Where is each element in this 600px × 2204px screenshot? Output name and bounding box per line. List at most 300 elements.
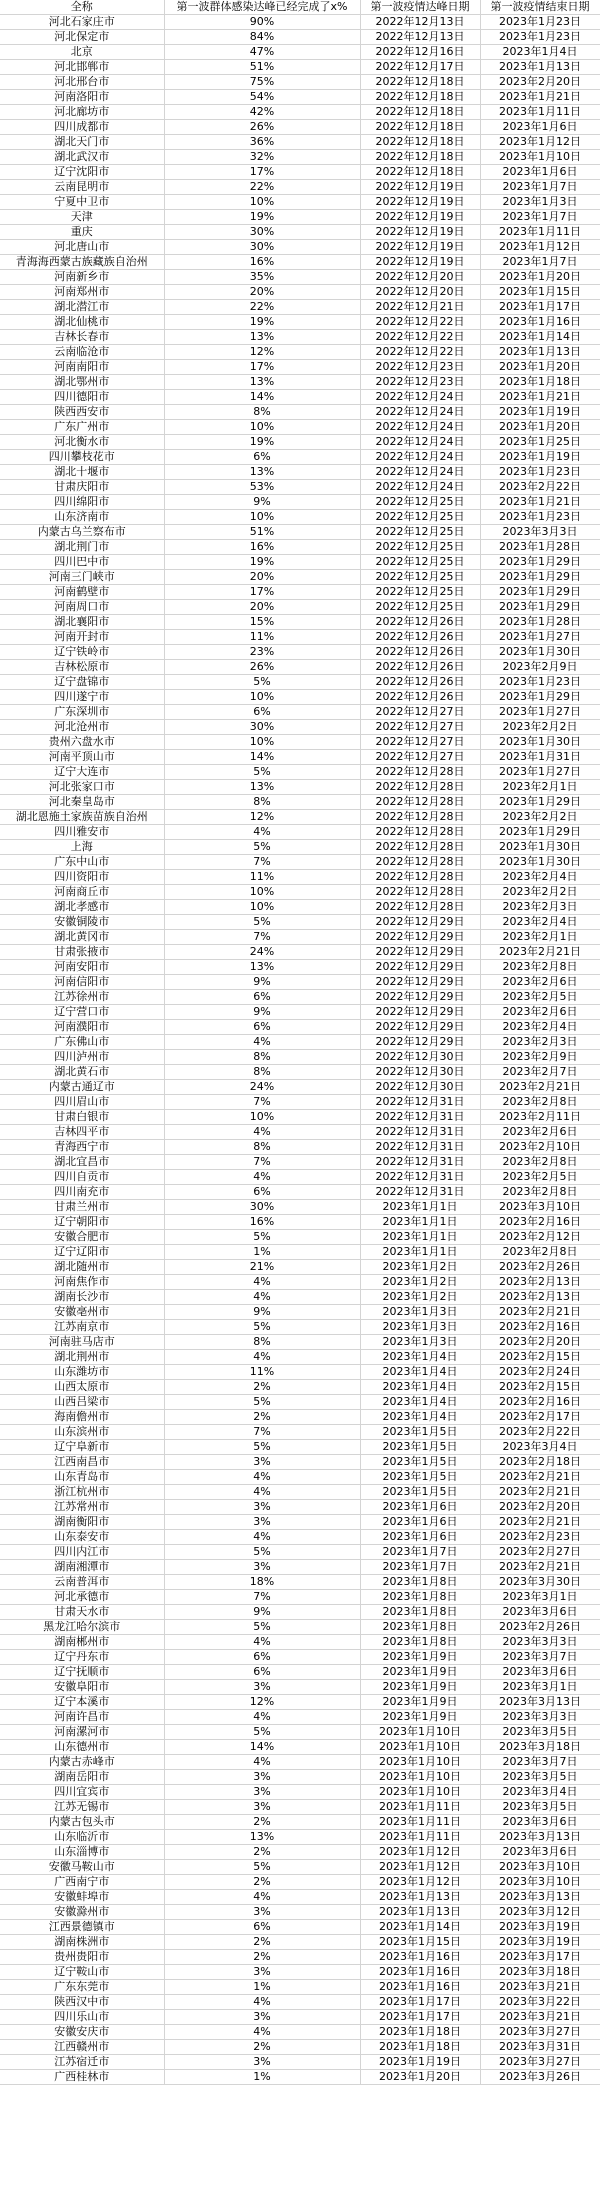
cell-peak-date[interactable]: 2023年1月9日 <box>360 1665 480 1680</box>
cell-peak-date[interactable]: 2022年12月18日 <box>360 150 480 165</box>
cell-peak-date[interactable]: 2022年12月29日 <box>360 960 480 975</box>
cell-end-date[interactable]: 2023年1月12日 <box>480 240 600 255</box>
cell-end-date[interactable]: 2023年1月30日 <box>480 735 600 750</box>
cell-name[interactable]: 山东青岛市 <box>0 1470 164 1485</box>
cell-infection-percent[interactable]: 6% <box>164 450 360 465</box>
cell-end-date[interactable]: 2023年3月27日 <box>480 2025 600 2040</box>
cell-peak-date[interactable]: 2023年1月9日 <box>360 1710 480 1725</box>
cell-end-date[interactable]: 2023年1月23日 <box>480 465 600 480</box>
cell-infection-percent[interactable]: 17% <box>164 585 360 600</box>
cell-peak-date[interactable]: 2022年12月26日 <box>360 690 480 705</box>
cell-peak-date[interactable]: 2023年1月1日 <box>360 1230 480 1245</box>
cell-end-date[interactable]: 2023年2月16日 <box>480 1320 600 1335</box>
cell-end-date[interactable]: 2023年2月13日 <box>480 1290 600 1305</box>
cell-end-date[interactable]: 2023年2月21日 <box>480 1485 600 1500</box>
cell-name[interactable]: 湖北十堰市 <box>0 465 164 480</box>
cell-end-date[interactable]: 2023年1月18日 <box>480 375 600 390</box>
cell-peak-date[interactable]: 2022年12月29日 <box>360 1005 480 1020</box>
cell-peak-date[interactable]: 2022年12月24日 <box>360 435 480 450</box>
cell-name[interactable]: 湖南衡阳市 <box>0 1515 164 1530</box>
cell-end-date[interactable]: 2023年1月11日 <box>480 225 600 240</box>
cell-infection-percent[interactable]: 30% <box>164 225 360 240</box>
cell-end-date[interactable]: 2023年2月4日 <box>480 870 600 885</box>
cell-peak-date[interactable]: 2022年12月25日 <box>360 525 480 540</box>
cell-peak-date[interactable]: 2022年12月24日 <box>360 390 480 405</box>
cell-name[interactable]: 四川泸州市 <box>0 1050 164 1065</box>
cell-end-date[interactable]: 2023年3月30日 <box>480 1575 600 1590</box>
cell-name[interactable]: 安徽阜阳市 <box>0 1680 164 1695</box>
cell-infection-percent[interactable]: 1% <box>164 1980 360 1995</box>
cell-name[interactable]: 陕西西安市 <box>0 405 164 420</box>
cell-peak-date[interactable]: 2022年12月24日 <box>360 450 480 465</box>
cell-end-date[interactable]: 2023年1月27日 <box>480 705 600 720</box>
cell-name[interactable]: 内蒙古乌兰察布市 <box>0 525 164 540</box>
cell-end-date[interactable]: 2023年1月17日 <box>480 300 600 315</box>
cell-peak-date[interactable]: 2023年1月2日 <box>360 1290 480 1305</box>
cell-name[interactable]: 湖北潜江市 <box>0 300 164 315</box>
cell-name[interactable]: 湖北恩施土家族苗族自治州 <box>0 810 164 825</box>
cell-infection-percent[interactable]: 8% <box>164 795 360 810</box>
cell-peak-date[interactable]: 2022年12月19日 <box>360 210 480 225</box>
cell-name[interactable]: 湖北黄石市 <box>0 1065 164 1080</box>
cell-name[interactable]: 甘肃天水市 <box>0 1605 164 1620</box>
cell-infection-percent[interactable]: 90% <box>164 15 360 30</box>
cell-infection-percent[interactable]: 11% <box>164 630 360 645</box>
cell-name[interactable]: 安徽蚌埠市 <box>0 1890 164 1905</box>
cell-peak-date[interactable]: 2022年12月22日 <box>360 330 480 345</box>
cell-end-date[interactable]: 2023年2月20日 <box>480 1335 600 1350</box>
cell-peak-date[interactable]: 2023年1月8日 <box>360 1575 480 1590</box>
cell-infection-percent[interactable]: 15% <box>164 615 360 630</box>
cell-infection-percent[interactable]: 13% <box>164 1830 360 1845</box>
cell-peak-date[interactable]: 2022年12月31日 <box>360 1155 480 1170</box>
cell-name[interactable]: 辽宁营口市 <box>0 1005 164 1020</box>
cell-infection-percent[interactable]: 16% <box>164 1215 360 1230</box>
cell-name[interactable]: 河南安阳市 <box>0 960 164 975</box>
cell-end-date[interactable]: 2023年1月29日 <box>480 690 600 705</box>
cell-peak-date[interactable]: 2023年1月8日 <box>360 1590 480 1605</box>
cell-infection-percent[interactable]: 53% <box>164 480 360 495</box>
cell-name[interactable]: 吉林四平市 <box>0 1125 164 1140</box>
cell-peak-date[interactable]: 2022年12月26日 <box>360 675 480 690</box>
cell-name[interactable]: 河北邯郸市 <box>0 60 164 75</box>
cell-peak-date[interactable]: 2023年1月11日 <box>360 1815 480 1830</box>
cell-end-date[interactable]: 2023年2月15日 <box>480 1380 600 1395</box>
cell-peak-date[interactable]: 2023年1月1日 <box>360 1200 480 1215</box>
cell-infection-percent[interactable]: 4% <box>164 1995 360 2010</box>
cell-peak-date[interactable]: 2022年12月30日 <box>360 1080 480 1095</box>
cell-peak-date[interactable]: 2022年12月31日 <box>360 1110 480 1125</box>
cell-end-date[interactable]: 2023年3月7日 <box>480 1755 600 1770</box>
cell-peak-date[interactable]: 2022年12月25日 <box>360 495 480 510</box>
cell-infection-percent[interactable]: 5% <box>164 840 360 855</box>
cell-peak-date[interactable]: 2022年12月23日 <box>360 360 480 375</box>
cell-end-date[interactable]: 2023年3月6日 <box>480 1665 600 1680</box>
cell-name[interactable]: 广东深圳市 <box>0 705 164 720</box>
cell-peak-date[interactable]: 2022年12月24日 <box>360 465 480 480</box>
cell-end-date[interactable]: 2023年2月2日 <box>480 885 600 900</box>
cell-end-date[interactable]: 2023年1月21日 <box>480 390 600 405</box>
cell-end-date[interactable]: 2023年1月11日 <box>480 105 600 120</box>
cell-end-date[interactable]: 2023年2月20日 <box>480 1500 600 1515</box>
cell-end-date[interactable]: 2023年2月26日 <box>480 1260 600 1275</box>
cell-peak-date[interactable]: 2023年1月5日 <box>360 1455 480 1470</box>
cell-name[interactable]: 湖北鄂州市 <box>0 375 164 390</box>
cell-name[interactable]: 辽宁丹东市 <box>0 1650 164 1665</box>
cell-peak-date[interactable]: 2022年12月27日 <box>360 750 480 765</box>
cell-peak-date[interactable]: 2022年12月31日 <box>360 1140 480 1155</box>
cell-peak-date[interactable]: 2022年12月26日 <box>360 615 480 630</box>
cell-peak-date[interactable]: 2022年12月30日 <box>360 1050 480 1065</box>
cell-infection-percent[interactable]: 10% <box>164 510 360 525</box>
cell-end-date[interactable]: 2023年2月8日 <box>480 1155 600 1170</box>
cell-end-date[interactable]: 2023年2月13日 <box>480 1275 600 1290</box>
cell-peak-date[interactable]: 2023年1月13日 <box>360 1905 480 1920</box>
cell-infection-percent[interactable]: 4% <box>164 1755 360 1770</box>
cell-name[interactable]: 安徽马鞍山市 <box>0 1860 164 1875</box>
cell-name[interactable]: 广东广州市 <box>0 420 164 435</box>
cell-end-date[interactable]: 2023年1月15日 <box>480 285 600 300</box>
cell-infection-percent[interactable]: 4% <box>164 1275 360 1290</box>
cell-end-date[interactable]: 2023年3月3日 <box>480 525 600 540</box>
cell-end-date[interactable]: 2023年2月2日 <box>480 720 600 735</box>
cell-peak-date[interactable]: 2022年12月31日 <box>360 1125 480 1140</box>
cell-end-date[interactable]: 2023年1月30日 <box>480 645 600 660</box>
cell-infection-percent[interactable]: 30% <box>164 1200 360 1215</box>
cell-peak-date[interactable]: 2023年1月5日 <box>360 1470 480 1485</box>
cell-name[interactable]: 四川德阳市 <box>0 390 164 405</box>
cell-end-date[interactable]: 2023年2月22日 <box>480 1425 600 1440</box>
cell-end-date[interactable]: 2023年2月3日 <box>480 900 600 915</box>
cell-end-date[interactable]: 2023年2月6日 <box>480 1125 600 1140</box>
cell-end-date[interactable]: 2023年2月3日 <box>480 1035 600 1050</box>
cell-peak-date[interactable]: 2023年1月1日 <box>360 1215 480 1230</box>
cell-end-date[interactable]: 2023年2月16日 <box>480 1395 600 1410</box>
cell-peak-date[interactable]: 2023年1月11日 <box>360 1800 480 1815</box>
cell-peak-date[interactable]: 2023年1月8日 <box>360 1605 480 1620</box>
cell-infection-percent[interactable]: 8% <box>164 405 360 420</box>
cell-peak-date[interactable]: 2022年12月13日 <box>360 30 480 45</box>
cell-infection-percent[interactable]: 4% <box>164 1170 360 1185</box>
cell-peak-date[interactable]: 2023年1月10日 <box>360 1755 480 1770</box>
cell-end-date[interactable]: 2023年3月13日 <box>480 1890 600 1905</box>
cell-name[interactable]: 河北沧州市 <box>0 720 164 735</box>
cell-peak-date[interactable]: 2023年1月9日 <box>360 1695 480 1710</box>
cell-name[interactable]: 四川宜宾市 <box>0 1785 164 1800</box>
cell-peak-date[interactable]: 2022年12月28日 <box>360 765 480 780</box>
cell-peak-date[interactable]: 2023年1月4日 <box>360 1410 480 1425</box>
cell-name[interactable]: 安徽铜陵市 <box>0 915 164 930</box>
cell-end-date[interactable]: 2023年1月28日 <box>480 540 600 555</box>
cell-peak-date[interactable]: 2022年12月29日 <box>360 945 480 960</box>
cell-end-date[interactable]: 2023年1月10日 <box>480 150 600 165</box>
cell-peak-date[interactable]: 2022年12月25日 <box>360 555 480 570</box>
cell-end-date[interactable]: 2023年1月21日 <box>480 495 600 510</box>
cell-name[interactable]: 上海 <box>0 840 164 855</box>
cell-name[interactable]: 四川自贡市 <box>0 1170 164 1185</box>
cell-end-date[interactable]: 2023年1月7日 <box>480 210 600 225</box>
cell-name[interactable]: 湖北荆州市 <box>0 1350 164 1365</box>
cell-peak-date[interactable]: 2022年12月20日 <box>360 285 480 300</box>
cell-infection-percent[interactable]: 5% <box>164 765 360 780</box>
cell-end-date[interactable]: 2023年3月6日 <box>480 1845 600 1860</box>
cell-name[interactable]: 广东东莞市 <box>0 1980 164 1995</box>
cell-name[interactable]: 山东滨州市 <box>0 1425 164 1440</box>
cell-peak-date[interactable]: 2023年1月6日 <box>360 1530 480 1545</box>
cell-peak-date[interactable]: 2023年1月20日 <box>360 2070 480 2085</box>
cell-name[interactable]: 青海海西蒙古族藏族自治州 <box>0 255 164 270</box>
cell-infection-percent[interactable]: 51% <box>164 525 360 540</box>
cell-name[interactable]: 四川攀枝花市 <box>0 450 164 465</box>
cell-infection-percent[interactable]: 10% <box>164 885 360 900</box>
cell-name[interactable]: 江西南昌市 <box>0 1455 164 1470</box>
cell-infection-percent[interactable]: 13% <box>164 375 360 390</box>
cell-peak-date[interactable]: 2022年12月25日 <box>360 600 480 615</box>
cell-end-date[interactable]: 2023年2月7日 <box>480 1065 600 1080</box>
cell-name[interactable]: 云南临沧市 <box>0 345 164 360</box>
cell-peak-date[interactable]: 2022年12月31日 <box>360 1170 480 1185</box>
cell-name[interactable]: 河南鹤壁市 <box>0 585 164 600</box>
cell-infection-percent[interactable]: 5% <box>164 1320 360 1335</box>
cell-name[interactable]: 河南商丘市 <box>0 885 164 900</box>
cell-name[interactable]: 湖北宜昌市 <box>0 1155 164 1170</box>
cell-infection-percent[interactable]: 5% <box>164 675 360 690</box>
cell-end-date[interactable]: 2023年3月5日 <box>480 1725 600 1740</box>
cell-infection-percent[interactable]: 19% <box>164 315 360 330</box>
header-name[interactable]: 全称 <box>0 0 164 15</box>
cell-end-date[interactable]: 2023年1月21日 <box>480 90 600 105</box>
cell-name[interactable]: 云南普洱市 <box>0 1575 164 1590</box>
cell-peak-date[interactable]: 2023年1月5日 <box>360 1440 480 1455</box>
cell-infection-percent[interactable]: 10% <box>164 1110 360 1125</box>
cell-peak-date[interactable]: 2022年12月29日 <box>360 915 480 930</box>
cell-name[interactable]: 河北衡水市 <box>0 435 164 450</box>
cell-peak-date[interactable]: 2023年1月8日 <box>360 1635 480 1650</box>
cell-name[interactable]: 辽宁本溪市 <box>0 1695 164 1710</box>
cell-end-date[interactable]: 2023年1月13日 <box>480 345 600 360</box>
cell-infection-percent[interactable]: 6% <box>164 705 360 720</box>
cell-peak-date[interactable]: 2022年12月28日 <box>360 900 480 915</box>
cell-name[interactable]: 四川遂宁市 <box>0 690 164 705</box>
cell-infection-percent[interactable]: 5% <box>164 1440 360 1455</box>
cell-peak-date[interactable]: 2022年12月20日 <box>360 270 480 285</box>
cell-peak-date[interactable]: 2022年12月26日 <box>360 645 480 660</box>
cell-end-date[interactable]: 2023年2月5日 <box>480 1170 600 1185</box>
cell-infection-percent[interactable]: 7% <box>164 1155 360 1170</box>
cell-name[interactable]: 山东淄博市 <box>0 1845 164 1860</box>
cell-peak-date[interactable]: 2023年1月18日 <box>360 2040 480 2055</box>
cell-infection-percent[interactable]: 5% <box>164 915 360 930</box>
cell-end-date[interactable]: 2023年2月9日 <box>480 1050 600 1065</box>
cell-infection-percent[interactable]: 35% <box>164 270 360 285</box>
cell-peak-date[interactable]: 2022年12月28日 <box>360 795 480 810</box>
cell-name[interactable]: 湖北襄阳市 <box>0 615 164 630</box>
cell-infection-percent[interactable]: 6% <box>164 1650 360 1665</box>
cell-end-date[interactable]: 2023年3月5日 <box>480 1800 600 1815</box>
cell-infection-percent[interactable]: 42% <box>164 105 360 120</box>
cell-infection-percent[interactable]: 24% <box>164 1080 360 1095</box>
cell-infection-percent[interactable]: 10% <box>164 690 360 705</box>
cell-infection-percent[interactable]: 9% <box>164 1005 360 1020</box>
cell-end-date[interactable]: 2023年2月22日 <box>480 480 600 495</box>
cell-peak-date[interactable]: 2022年12月28日 <box>360 855 480 870</box>
cell-infection-percent[interactable]: 8% <box>164 1050 360 1065</box>
cell-name[interactable]: 湖北武汉市 <box>0 150 164 165</box>
cell-name[interactable]: 广东佛山市 <box>0 1035 164 1050</box>
cell-infection-percent[interactable]: 14% <box>164 1740 360 1755</box>
cell-end-date[interactable]: 2023年3月18日 <box>480 1740 600 1755</box>
cell-name[interactable]: 江苏宿迁市 <box>0 2055 164 2070</box>
cell-peak-date[interactable]: 2022年12月26日 <box>360 660 480 675</box>
cell-end-date[interactable]: 2023年3月6日 <box>480 1605 600 1620</box>
cell-end-date[interactable]: 2023年1月30日 <box>480 855 600 870</box>
cell-name[interactable]: 山西太原市 <box>0 1380 164 1395</box>
cell-infection-percent[interactable]: 6% <box>164 1185 360 1200</box>
cell-peak-date[interactable]: 2023年1月16日 <box>360 1965 480 1980</box>
cell-infection-percent[interactable]: 2% <box>164 2040 360 2055</box>
cell-infection-percent[interactable]: 2% <box>164 1845 360 1860</box>
cell-infection-percent[interactable]: 7% <box>164 1590 360 1605</box>
cell-infection-percent[interactable]: 4% <box>164 825 360 840</box>
cell-end-date[interactable]: 2023年1月7日 <box>480 180 600 195</box>
cell-infection-percent[interactable]: 3% <box>164 1680 360 1695</box>
cell-name[interactable]: 河北廊坊市 <box>0 105 164 120</box>
cell-infection-percent[interactable]: 19% <box>164 210 360 225</box>
cell-end-date[interactable]: 2023年2月8日 <box>480 960 600 975</box>
cell-end-date[interactable]: 2023年3月6日 <box>480 1815 600 1830</box>
cell-end-date[interactable]: 2023年1月29日 <box>480 600 600 615</box>
cell-infection-percent[interactable]: 2% <box>164 1935 360 1950</box>
cell-infection-percent[interactable]: 4% <box>164 1485 360 1500</box>
cell-name[interactable]: 湖南郴州市 <box>0 1635 164 1650</box>
cell-name[interactable]: 湖北仙桃市 <box>0 315 164 330</box>
cell-name[interactable]: 湖南岳阳市 <box>0 1770 164 1785</box>
cell-peak-date[interactable]: 2023年1月10日 <box>360 1725 480 1740</box>
cell-infection-percent[interactable]: 1% <box>164 1245 360 1260</box>
cell-name[interactable]: 天津 <box>0 210 164 225</box>
cell-name[interactable]: 湖北天门市 <box>0 135 164 150</box>
cell-infection-percent[interactable]: 17% <box>164 360 360 375</box>
cell-peak-date[interactable]: 2023年1月9日 <box>360 1650 480 1665</box>
cell-end-date[interactable]: 2023年1月29日 <box>480 825 600 840</box>
cell-name[interactable]: 陕西汉中市 <box>0 1995 164 2010</box>
cell-name[interactable]: 四川南充市 <box>0 1185 164 1200</box>
cell-end-date[interactable]: 2023年3月31日 <box>480 2040 600 2055</box>
cell-end-date[interactable]: 2023年1月3日 <box>480 195 600 210</box>
cell-end-date[interactable]: 2023年3月10日 <box>480 1860 600 1875</box>
cell-peak-date[interactable]: 2022年12月21日 <box>360 300 480 315</box>
cell-peak-date[interactable]: 2022年12月28日 <box>360 870 480 885</box>
cell-end-date[interactable]: 2023年3月26日 <box>480 2070 600 2085</box>
cell-peak-date[interactable]: 2023年1月12日 <box>360 1875 480 1890</box>
cell-infection-percent[interactable]: 14% <box>164 750 360 765</box>
cell-name[interactable]: 湖南株洲市 <box>0 1935 164 1950</box>
cell-end-date[interactable]: 2023年2月18日 <box>480 1455 600 1470</box>
cell-infection-percent[interactable]: 4% <box>164 1035 360 1050</box>
cell-name[interactable]: 浙江杭州市 <box>0 1485 164 1500</box>
cell-infection-percent[interactable]: 2% <box>164 1950 360 1965</box>
cell-end-date[interactable]: 2023年1月28日 <box>480 615 600 630</box>
cell-infection-percent[interactable]: 23% <box>164 645 360 660</box>
cell-name[interactable]: 辽宁阜新市 <box>0 1440 164 1455</box>
cell-peak-date[interactable]: 2022年12月13日 <box>360 15 480 30</box>
cell-peak-date[interactable]: 2023年1月3日 <box>360 1305 480 1320</box>
cell-name[interactable]: 河北承德市 <box>0 1590 164 1605</box>
cell-infection-percent[interactable]: 6% <box>164 990 360 1005</box>
cell-infection-percent[interactable]: 3% <box>164 1905 360 1920</box>
cell-infection-percent[interactable]: 3% <box>164 1455 360 1470</box>
cell-peak-date[interactable]: 2022年12月24日 <box>360 480 480 495</box>
cell-infection-percent[interactable]: 47% <box>164 45 360 60</box>
cell-name[interactable]: 四川乐山市 <box>0 2010 164 2025</box>
cell-peak-date[interactable]: 2022年12月25日 <box>360 540 480 555</box>
cell-peak-date[interactable]: 2023年1月18日 <box>360 2025 480 2040</box>
cell-end-date[interactable]: 2023年3月10日 <box>480 1200 600 1215</box>
cell-end-date[interactable]: 2023年2月21日 <box>480 945 600 960</box>
cell-infection-percent[interactable]: 2% <box>164 1380 360 1395</box>
cell-infection-percent[interactable]: 5% <box>164 1395 360 1410</box>
cell-end-date[interactable]: 2023年2月27日 <box>480 1545 600 1560</box>
cell-infection-percent[interactable]: 6% <box>164 1665 360 1680</box>
cell-name[interactable]: 广东中山市 <box>0 855 164 870</box>
cell-name[interactable]: 安徽安庆市 <box>0 2025 164 2040</box>
cell-end-date[interactable]: 2023年1月19日 <box>480 450 600 465</box>
cell-peak-date[interactable]: 2023年1月2日 <box>360 1275 480 1290</box>
cell-peak-date[interactable]: 2023年1月17日 <box>360 2010 480 2025</box>
cell-infection-percent[interactable]: 13% <box>164 330 360 345</box>
cell-peak-date[interactable]: 2023年1月14日 <box>360 1920 480 1935</box>
cell-end-date[interactable]: 2023年2月2日 <box>480 810 600 825</box>
cell-name[interactable]: 北京 <box>0 45 164 60</box>
cell-peak-date[interactable]: 2023年1月1日 <box>360 1245 480 1260</box>
cell-infection-percent[interactable]: 3% <box>164 1770 360 1785</box>
cell-peak-date[interactable]: 2022年12月19日 <box>360 240 480 255</box>
cell-infection-percent[interactable]: 16% <box>164 255 360 270</box>
cell-peak-date[interactable]: 2023年1月3日 <box>360 1335 480 1350</box>
cell-name[interactable]: 四川巴中市 <box>0 555 164 570</box>
cell-end-date[interactable]: 2023年1月6日 <box>480 120 600 135</box>
cell-name[interactable]: 河南驻马店市 <box>0 1335 164 1350</box>
cell-infection-percent[interactable]: 2% <box>164 1410 360 1425</box>
cell-name[interactable]: 河北秦皇岛市 <box>0 795 164 810</box>
cell-name[interactable]: 辽宁盘锦市 <box>0 675 164 690</box>
cell-name[interactable]: 河北张家口市 <box>0 780 164 795</box>
cell-name[interactable]: 吉林长春市 <box>0 330 164 345</box>
cell-infection-percent[interactable]: 8% <box>164 1335 360 1350</box>
header-infection-percent[interactable]: 第一波群体感染达峰已经完成了x% <box>164 0 360 15</box>
cell-name[interactable]: 四川资阳市 <box>0 870 164 885</box>
cell-end-date[interactable]: 2023年1月4日 <box>480 45 600 60</box>
cell-end-date[interactable]: 2023年2月6日 <box>480 1005 600 1020</box>
cell-end-date[interactable]: 2023年1月25日 <box>480 435 600 450</box>
cell-infection-percent[interactable]: 2% <box>164 1815 360 1830</box>
cell-peak-date[interactable]: 2023年1月4日 <box>360 1365 480 1380</box>
cell-end-date[interactable]: 2023年2月17日 <box>480 1410 600 1425</box>
cell-end-date[interactable]: 2023年1月12日 <box>480 135 600 150</box>
cell-end-date[interactable]: 2023年2月1日 <box>480 780 600 795</box>
cell-infection-percent[interactable]: 8% <box>164 1140 360 1155</box>
cell-peak-date[interactable]: 2023年1月13日 <box>360 1890 480 1905</box>
cell-end-date[interactable]: 2023年1月23日 <box>480 510 600 525</box>
cell-peak-date[interactable]: 2022年12月29日 <box>360 975 480 990</box>
cell-name[interactable]: 河南开封市 <box>0 630 164 645</box>
cell-end-date[interactable]: 2023年3月21日 <box>480 1980 600 1995</box>
cell-end-date[interactable]: 2023年2月8日 <box>480 1185 600 1200</box>
cell-infection-percent[interactable]: 75% <box>164 75 360 90</box>
cell-name[interactable]: 湖南长沙市 <box>0 1290 164 1305</box>
cell-name[interactable]: 河南三门峡市 <box>0 570 164 585</box>
cell-infection-percent[interactable]: 6% <box>164 1920 360 1935</box>
